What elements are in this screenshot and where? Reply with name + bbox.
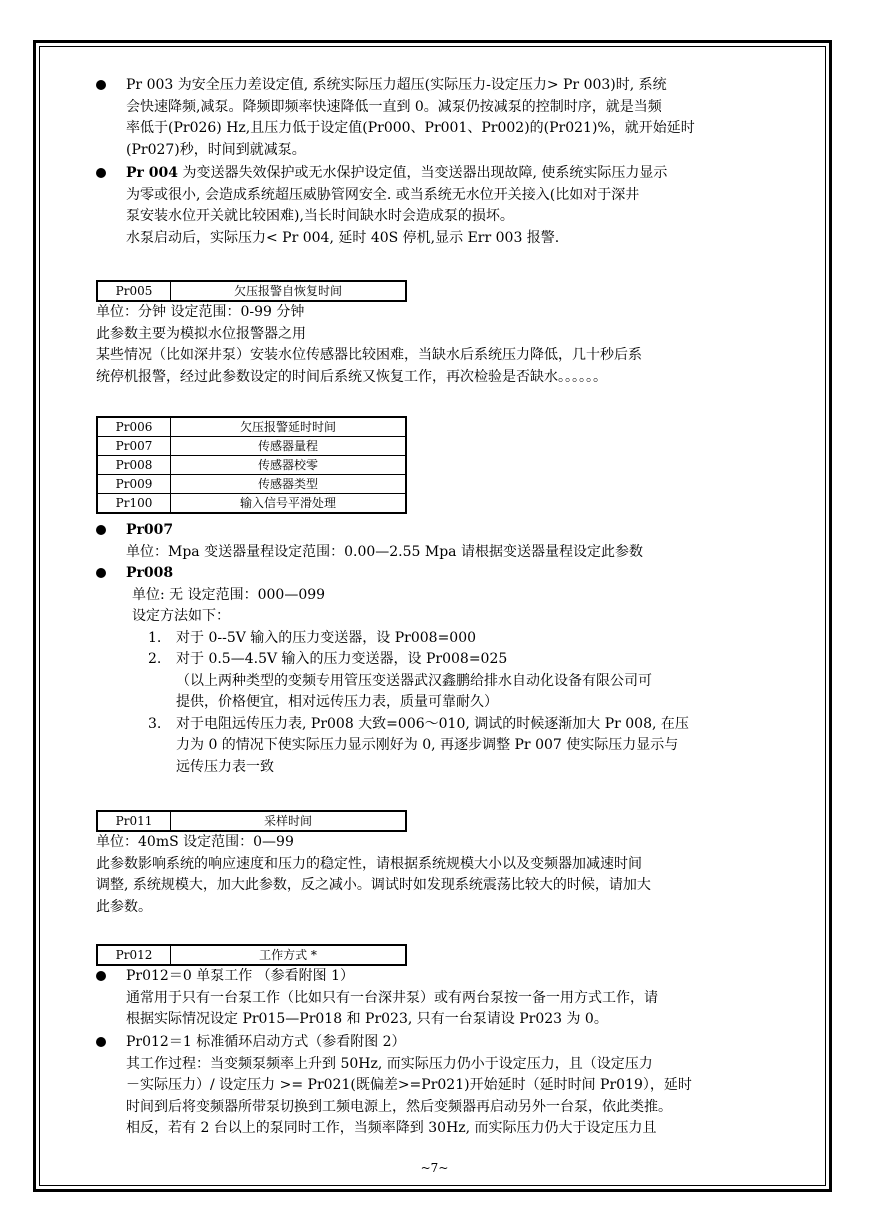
param-code: Pr006 <box>97 417 171 437</box>
section-pr012-mode0 <box>96 966 790 1031</box>
param-title: Pr007 <box>126 522 174 538</box>
param-desc: 工作方式 * <box>171 945 407 965</box>
text-line: 单位：分钟 设定范围：0-99 分钟 <box>96 304 305 320</box>
text-line: 设定方法如下： <box>132 608 230 624</box>
table-row <box>97 811 406 831</box>
param-code: Pr011 <box>97 811 171 831</box>
text-line: 单位：Mpa 变送器量程设定范围：0.00—2.55 Mpa 请根据变送器量程设定此参数 <box>126 543 643 560</box>
bullet-icon <box>96 568 106 578</box>
bullet-icon <box>96 80 106 90</box>
list-item: 1. 对于 0--5V 输入的压力变送器，设 Pr008=000 <box>96 628 790 650</box>
text-line: 此参数。 <box>96 898 152 915</box>
param-table-pr012 <box>96 944 790 966</box>
bullet-icon <box>96 168 106 178</box>
bullet-icon <box>96 525 106 535</box>
param-desc: 欠压报警自恢复时间 <box>171 281 407 301</box>
text-line: Pr 003 为安全压力差设定值, 系统实际压力超压(实际压力-设定压力> Pr 003)时, 系统 <box>126 77 667 93</box>
text-line: 单位：40mS 设定范围：0—99 <box>96 834 294 850</box>
bullet-icon <box>96 1037 106 1047</box>
param-code: Pr100 <box>97 494 171 514</box>
table-row <box>97 494 406 514</box>
list-item: 3. 对于电阻远传压力表, Pr008 大致=006～010, 调试的时候逐渐加大 Pr 008, 在压 力为 0 的情况下使实际压力显示刚好为 0, 再逐步调整 Pr 007 使实际压力显示与 远传压力表一致 <box>96 714 790 779</box>
text-line: 为零或很小, 会造成系统超压威胁管网安全. 或当系统无水位开关接入(比如对于深井 <box>126 186 640 203</box>
param-desc: 传感器校零 <box>171 456 407 475</box>
param-table-pr005 <box>96 280 790 302</box>
param-code: Pr008 <box>97 456 171 475</box>
section-pr007 <box>96 520 790 563</box>
text-line: Pr012＝1 标准循环启动方式（参看附图 2） <box>126 1034 406 1050</box>
text-line: 其工作过程：当变频泵频率上升到 50Hz, 而实际压力仍小于设定压力，且（设定压力 <box>126 1055 653 1072</box>
text-line: （以上两种类型的变频专用管压变送器武汉鑫鹏给排水自动化设备有限公司可 <box>176 672 652 689</box>
text-line: 某些情况（比如深井泵）安装水位传感器比较困难，当缺水后系统压力降低，几十秒后系 <box>96 347 642 363</box>
param-code: Pr009 <box>97 475 171 494</box>
table-row <box>97 417 406 437</box>
text-line: 相反，若有 2 台以上的泵同时工作，当频率降到 30Hz, 而实际压力仍大于设定压力且 <box>126 1120 657 1136</box>
text-line: (Pr027)秒，时间到就减泵。 <box>126 141 306 158</box>
table-row <box>97 456 406 475</box>
text-line: 率低于(Pr026) Hz,且压力低于设定值(Pr000、Pr001、Pr002)的(Pr021)%，就开始延时 <box>126 120 695 136</box>
text-line: 此参数主要为模拟水位报警器之用 <box>96 325 306 342</box>
list-item: 2. 对于 0.5—4.5V 输入的压力变送器，设 Pr008=025 （以上两种类型的变频专用管压变送器武汉鑫鹏给排水自动化设备有限公司可 提供，价格便宜，相对远传压力表，质量可靠耐久） <box>96 649 790 714</box>
table-row <box>97 281 406 301</box>
param-desc: 传感器类型 <box>171 475 407 494</box>
text-line: 通常用于只有一台泵工作（比如只有一台深井泵）或有两台泵按一备一用方式工作，请 <box>126 989 658 1006</box>
param-desc: 欠压报警延时时间 <box>171 417 407 437</box>
text-line: 泵安装水位开关就比较困难),当长时间缺水时会造成泵的损坏。 <box>126 208 514 224</box>
section-pr005 <box>96 302 790 388</box>
section-pr011 <box>96 832 790 918</box>
text-line: 单位: 无 设定范围：000—099 <box>132 586 326 603</box>
section-pr004 <box>96 163 790 249</box>
param-code: Pr005 <box>97 281 171 301</box>
section-pr012-mode1 <box>96 1032 790 1140</box>
text-line: 水泵启动后，实际压力< Pr 004, 延时 40S 停机,显示 Err 003 报警. <box>126 229 560 246</box>
page-number: ~7~ <box>420 1161 449 1175</box>
param-table-group <box>96 416 790 514</box>
section-pr003 <box>96 75 790 161</box>
text-line: 此参数影响系统的响应速度和压力的稳定性，请根据系统规模大小以及变频器加减速时间 <box>96 855 642 872</box>
table-row <box>97 945 406 965</box>
param-desc: 输入信号平滑处理 <box>171 494 407 514</box>
text-line: 提供，价格便宜，相对远传压力表，质量可靠耐久） <box>176 694 498 710</box>
bullet-icon <box>96 971 106 981</box>
param-desc: 传感器量程 <box>171 437 407 456</box>
section-pr008 <box>96 563 790 778</box>
param-title: Pr 004 <box>126 165 179 181</box>
text-line: 力为 0 的情况下使实际压力显示刚好为 0, 再逐步调整 Pr 007 使实际压力显示与 <box>176 737 679 753</box>
table-row <box>97 475 406 494</box>
text-line: 对于 0.5—4.5V 输入的压力变送器，设 Pr008=025 <box>176 651 508 667</box>
param-code: Pr012 <box>97 945 171 965</box>
text-line: 时间到后将变频器所带泵切换到工频电源上，然后变频器再启动另外一台泵，依此类推。 <box>126 1098 672 1115</box>
text-line: Pr 004 为变送器失效保护或无水保护设定值，当变送器出现故障, 使系统实际压力显示 <box>126 165 668 181</box>
text-line: 对于 0--5V 输入的压力变送器，设 Pr008=000 <box>176 629 477 646</box>
text-line: 统停机报警，经过此参数设定的时间后系统又恢复工作，再次检验是否缺水。。。。。。 <box>96 368 607 385</box>
text-line: 根据实际情况设定 Pr015—Pr018 和 Pr023, 只有一台泵请设 Pr023 为 0。 <box>126 1011 608 1027</box>
text-line: 远传压力表一致 <box>176 758 274 775</box>
param-code: Pr007 <box>97 437 171 456</box>
table-row <box>97 437 406 456</box>
text-line: －实际压力）/ 设定压力 >= Pr021(既偏差>=Pr021)开始延时（延时时间 Pr019），延时 <box>126 1077 692 1093</box>
param-table-pr011 <box>96 810 790 832</box>
param-desc: 采样时间 <box>171 811 407 831</box>
text-line: 调整, 系统规模大，加大此参数，反之减小。调试时如发现系统震荡比较大的时候，请加大 <box>96 877 651 893</box>
param-title: Pr008 <box>126 565 174 581</box>
text-line: 会快速降频,减泵。降频即频率快速降低一直到 0。减泵仍按减泵的控制时序，就是当频 <box>126 98 662 115</box>
text-line: 对于电阻远传压力表, Pr008 大致=006～010, 调试的时候逐渐加大 Pr 008, 在压 <box>176 715 689 732</box>
text-line: Pr012＝0 单泵工作 （参看附图 1） <box>126 968 354 984</box>
